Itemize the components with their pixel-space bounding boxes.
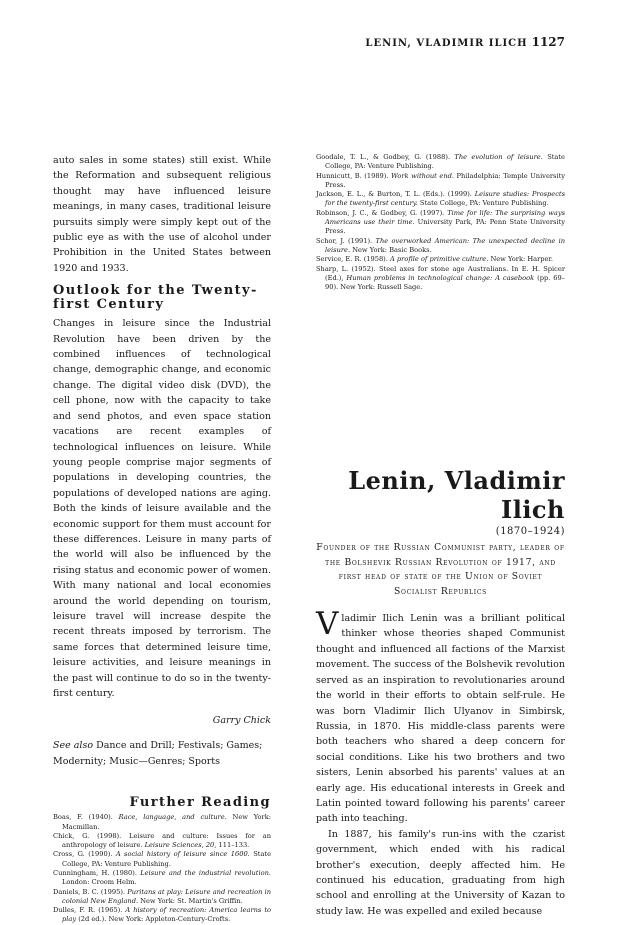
entry-title-line1: Lenin, Vladimir	[348, 466, 565, 496]
right-column	[316, 153, 565, 919]
entry-subtitle: Founder of the Russian Communist party, leader of the Bolshevik Russian Revolution of 1917, and first head of state of the Union of Soviet Socialist Republics	[316, 542, 565, 597]
section-heading-line2: first Century	[53, 297, 165, 313]
reference-item: Boas, F. (1940). Race, language, and culture. New York: Macmillan.	[53, 813, 271, 831]
reference-list-left	[53, 813, 271, 925]
reference-item: Jackson, E. L., & Burton, T. L. (Eds.). (1999). Leisure studies: Prospects for the twenty-first century. State College, PA: Venture Publishing.	[316, 190, 565, 208]
outlook-paragraph: Changes in leisure since the Industrial Revolution have been driven by the combined influences of technological change, demographic change, and economic change. The digital video disk (DVD), the cell phone, now with the capacity to take and send photos, and even space station vacations are recent examples of technological influences on leisure. While young people comprise major segments of populations in developing countries, the populations of developed nations are aging. Both the kinds of leisure available and the economic support for them must account for these differences. Leisure in many parts of the world will also be influenced by the rising status and economic power of women. With many national and local economies around the world depending on tourism, leisure travel will increase despite the recent threats imposed by terrorism. The same forces that determined leisure time, leisure activities, and leisure meanings in the past will continue to do so in the twenty-first century.	[53, 318, 271, 699]
drop-cap: V	[316, 606, 339, 643]
section-heading-outlook	[53, 284, 271, 312]
page-number: 1127	[531, 35, 565, 49]
reference-item: Cross, G. (1990). A social history of leisure since 1600. State College, PA: Venture Publishing.	[53, 850, 271, 868]
reference-item: Goodale, T. L., & Godbey, G. (1988). The evolution of leisure. State College, PA: Venture Publishing.	[316, 153, 565, 171]
reference-list-right	[316, 153, 565, 292]
running-head-title: LENIN, VLADIMIR ILICH	[365, 38, 528, 49]
entry-title	[316, 466, 565, 524]
entry-title-line2: Ilich	[500, 495, 565, 525]
entry-paragraph-1-text: ladimir Ilich Lenin was a brilliant political thinker whose theories shaped Communist thought and influenced all factions of the Marxist movement. The success of the Bolshevik revolution served as an inspiration to revolutionaries around the world in their efforts to obtain self-rule. He was born Vladimir Ilich Ulyanov in Simbirsk, Russia, in 1870. His middle-class parents were both teachers who shared a deep concern for social conditions. Like his two brothers and two sisters, Lenin absorbed his parents' values at an early age. His educational interests in Greek and Latin pointed toward following his parents' career path into teaching.	[316, 613, 565, 825]
entry-paragraph-1	[316, 606, 565, 827]
see-also	[53, 738, 271, 769]
see-also-links[interactable]: Dance and Drill; Festivals; Games; Modernity; Music—Genres; Sports	[53, 740, 263, 767]
entry-paragraph-2: In 1887, his family's run-ins with the czarist government, which ended with his radical brother's execution, deeply affected him. He continued his education, graduating from high school and enrolling at the University of Kazan to study law. He was expelled and exiled because	[316, 828, 565, 917]
reference-item: Daniels, B. C. (1995). Puritans at play: Leisure and recreation in colonial New England. New York: St. Martin's Griffin.	[53, 887, 271, 905]
author-signature: Garry Chick	[212, 715, 271, 727]
reference-item: Chick, G. (1998). Leisure and culture: Issues for an anthropology of leisure. Leisure Sciences, 20, 111–133.	[53, 831, 271, 850]
left-column	[53, 153, 271, 925]
running-head	[365, 35, 565, 49]
reference-item: Robinson, J. C., & Godbey, G. (1997). Time for life: The surprising ways Americans use their time. University Park, PA: Penn State University Press.	[316, 208, 565, 236]
section-heading-line1: Outlook for the Twenty-	[53, 283, 258, 299]
reference-item: Dulles, F. R. (1965). A history of recreation: America learns to play (2d ed.). New York: Appleton-Century-Crofts.	[53, 906, 271, 924]
entry-dates: (1870–1924)	[495, 526, 565, 538]
opening-paragraph: auto sales in some states) still exist. While the Reformation and subsequent religious thought may have influenced leisure meanings, in many cases, traditional leisure pursuits simply were simply kept out of the public eye as with the use of alcohol under Prohibition in the United States between 1920 and 1933.	[53, 155, 271, 274]
reference-item: Schor, J. (1991). The overworked American: The unexpected decline in leisure. New York: Basic Books.	[316, 236, 565, 254]
reference-item: Hunnicutt, B. (1989). Work without end. Philadelphia: Temple University Press.	[316, 171, 565, 189]
further-reading-heading: Further Reading	[129, 795, 271, 811]
reference-item: Service, E. R. (1958). A profile of primitive culture. New York: Harper.	[316, 255, 553, 264]
see-also-label: See also	[53, 740, 94, 752]
reference-item: Cunningham, H. (1980). Leisure and the industrial revolution. London: Croom Helm.	[53, 869, 271, 887]
reference-item: Sharp, L. (1952). Steel axes for stone age Australians. In E. H. Spicer (Ed.), Human problems in technological change: A casebook (pp. 69–90). New York: Russell Sage.	[316, 264, 565, 292]
